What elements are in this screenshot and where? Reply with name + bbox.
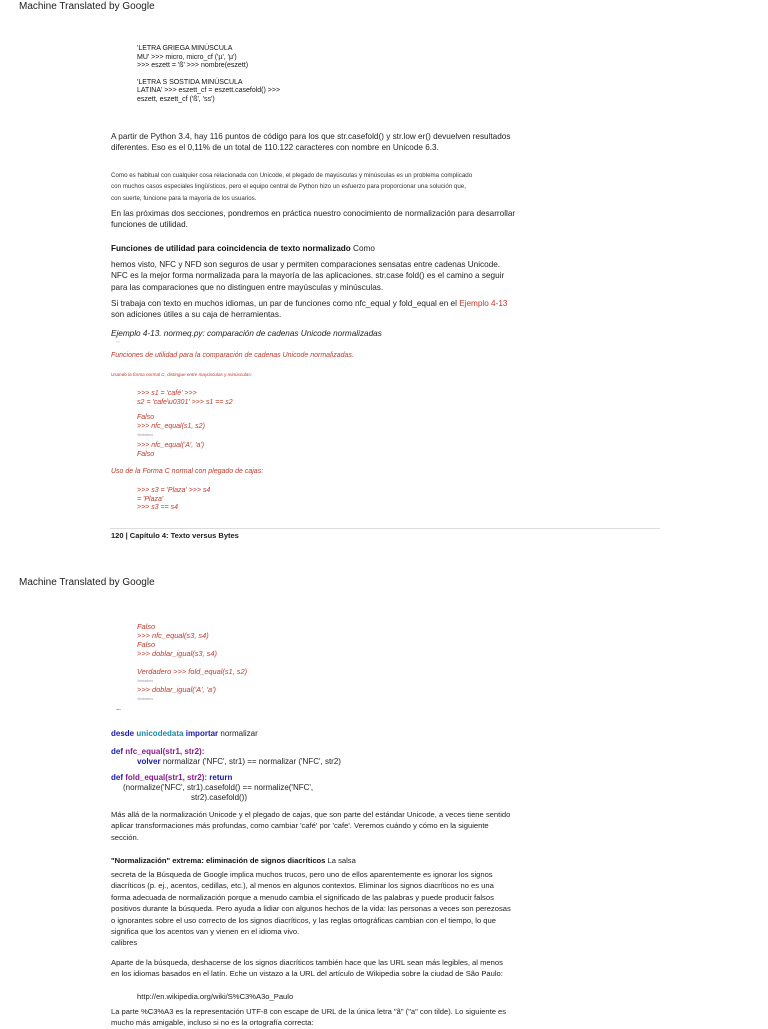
text-line: son adiciones útiles a su caja de herramientas. <box>111 310 282 320</box>
paragraph <box>111 1006 506 1029</box>
text-line: Más allá de la normalización Unicode y el plegado de cajas, que son parte del estándar Unicode, a veces tiene sentido <box>111 810 511 819</box>
docstring-line: Uso de la Forma C normal con plegado de cajas: <box>111 468 264 475</box>
text-line: calibres <box>111 938 138 948</box>
note-paragraph <box>111 170 472 204</box>
tiny-label: Verdadero <box>137 679 154 683</box>
text-line: Aparte de la búsqueda, deshacerse de los signos diacríticos también hace que las URL sean más legibles, al menos <box>111 958 503 967</box>
paragraph <box>111 809 510 843</box>
code-line: s2 = 'cafe\u0301' >>> s1 == s2 <box>137 398 233 406</box>
code-line: eszett, eszett_cf ('ß', 'ss') <box>137 95 215 103</box>
code-line: Falso <box>137 640 156 649</box>
text-line: significa que los acentos van y vienen en el idioma vivo. <box>111 927 300 937</box>
text-line: para las comparaciones que no distinguen entre mayúsculas y minúsculas. <box>111 282 384 292</box>
code-line: >>> nfc_equal('A', 'a') <box>137 442 205 449</box>
section-heading-line <box>111 855 356 866</box>
text-line: funciones de utilidad. <box>111 220 188 230</box>
keyword: def <box>111 747 123 756</box>
text-line: sección. <box>111 832 139 842</box>
section-heading: "Normalización" extrema: eliminación de signos diacríticos <box>111 856 326 865</box>
doctest-block <box>137 390 233 407</box>
code-line: MU' >>> micro, micro_cf ('µ', 'μ') <box>137 53 237 61</box>
paragraph <box>111 957 503 980</box>
code-line: Falso <box>137 622 156 631</box>
function-def <box>111 773 313 803</box>
function-name: fold_equal(str1, str2): <box>125 773 208 782</box>
text-line: diacríticos (p. ej., acentos, cedillas, etc.), al menos en algunos contextos. Eliminar los signos diacríticos no es una <box>111 881 494 891</box>
section-heading: Funciones de utilidad para coincidencia de texto normalizado <box>111 244 351 253</box>
text-line: mucho más amigable, incluso si no es la ortografía correcta: <box>111 1018 314 1028</box>
code-line: >>> eszett = 'ß' >>> nombre(eszett) <box>137 62 249 70</box>
text-line: secreta de la Búsqueda de Google implica muchos trucos, pero uno de ellos aparentemente es ignorar los signos <box>111 870 493 879</box>
function-def <box>111 747 341 767</box>
code-line: >>> nfc_equal(s1, s2) <box>137 422 205 430</box>
paragraph <box>111 208 515 231</box>
page-footer: 120 | Capítulo 4: Texto versus Bytes <box>111 531 239 540</box>
paragraph <box>111 259 504 293</box>
text-line: Como es habitual con cualquier cosa relacionada con Unicode, el plegado de mayúsculas y minúsculas es un problema complicado <box>111 172 473 179</box>
example-link[interactable]: Ejemplo 4-13 <box>459 299 508 308</box>
docstring-title: Funciones de utilidad para la comparación de cadenas Unicode normalizadas. <box>111 352 354 359</box>
doctest-block <box>137 487 210 513</box>
doctest-line: >>> doblar_igual('A', 'a') <box>137 685 216 694</box>
section-heading-line <box>111 243 375 254</box>
paragraph <box>111 131 510 154</box>
code-line: >>> s3 = 'Plaza' >>> s4 <box>137 487 211 494</box>
code-line: Falso <box>137 450 155 458</box>
text-line: con suerte, funcione para la mayoría de los usuarios. <box>111 194 257 202</box>
code-line: = 'Plaza' <box>137 495 164 503</box>
triple-quote: """ <box>116 708 121 713</box>
text-line: o ignorantes sobre el uso correcto de los signos diacríticos, y las reglas ortográficas cambian con el tiempo, lo que <box>111 915 496 925</box>
footer-divider <box>110 528 660 529</box>
triple-quote: """ <box>116 341 120 345</box>
docstring-subtitle: Usando la forma normal C, distingue entre mayúsculas y minúsculas: <box>111 372 252 377</box>
paragraph <box>111 298 507 321</box>
doctest-block <box>137 414 205 431</box>
code-block-top <box>137 45 280 105</box>
keyword: desde <box>111 729 135 738</box>
text-line: En las próximas dos secciones, pondremos en práctica nuestro conocimiento de normalización para desarrollar <box>111 209 516 218</box>
text-line: NFC es la mejor forma normalizada para la mayoría de las aplicaciones. str.case fold() es el camino a seguir <box>111 271 505 281</box>
text-line: aplicar transformaciones más profundas, como cambiar 'café' por 'cafe'. Veremos cuándo y cómo en la siguiente <box>111 821 489 831</box>
keyword: volver <box>137 757 161 766</box>
module-name: unicodedata <box>136 729 184 738</box>
code-line: >>> s1 = 'café' >>> <box>137 390 197 397</box>
keyword: importar <box>185 729 219 738</box>
doctest-block <box>137 622 217 658</box>
code-text: str2).casefold()) <box>191 793 248 802</box>
function-name: nfc_equal(str1, str2): <box>125 747 205 756</box>
page-header: Machine Translated by Google <box>19 1 155 12</box>
code-line: >>> doblar_igual(s3, s4) <box>137 649 217 658</box>
heading-tail: Como <box>353 244 375 253</box>
text-line: con muchos casos especiales lingüísticos, pero el equipo central de Python hizo un esfuerzo para proporcionar una solución que, <box>111 183 466 191</box>
url-text: http://en.wikipedia.org/wiki/S%C3%A3o_Paulo <box>137 992 294 1001</box>
text-line: positivos durante la búsqueda. Pero ayuda a lidiar con algunos hechos de la vida: las personas a veces son perezosas <box>111 904 511 914</box>
doctest-block <box>137 442 204 459</box>
code-line: >>> s3 == s4 <box>137 504 179 512</box>
text-line: en los idiomas basados en el latín. Eche un vistazo a la URL del artículo de Wikipedia sobre la ciudad de São Paulo: <box>111 969 503 979</box>
text-line: diferentes. Eso es el 0,11% de un total de 110.122 caracteres con nombre en Unicode 6.3. <box>111 143 439 153</box>
tiny-label: Verdadero <box>137 697 154 701</box>
code-text: (normalize('NFC', str1).casefold() == normalize('NFC', <box>123 783 314 792</box>
paragraph <box>111 869 511 949</box>
heading-tail: La salsa <box>327 856 356 865</box>
text-line: hemos visto, NFC y NFD son seguros de usar y permiten comparaciones sensatas entre cadenas Unicode. <box>111 260 501 269</box>
code-line: 'LETRA GRIEGA MINÚSCULA <box>137 45 233 52</box>
text-line: La parte %C3%A3 es la representación UTF-8 con escape de URL de la única letra "ã" ("a" con tilde). Lo siguiente es <box>111 1007 507 1016</box>
code-line: LATINA' >>> eszett_cf = eszett.casefold() >>> <box>137 87 281 95</box>
code-line: 'LETRA S SOSTIDA MINÚSCULA <box>137 78 243 86</box>
import-line <box>111 729 258 739</box>
code-line: Falso <box>137 414 155 421</box>
example-title: Ejemplo 4-13. normeq.py: comparación de cadenas Unicode normalizadas <box>111 329 382 338</box>
page-header: Machine Translated by Google <box>19 577 155 588</box>
text-line: A partir de Python 3.4, hay 116 puntos de código para los que str.casefold() y str.low er() devuelven resultados <box>111 132 511 141</box>
code-line: >>> nfc_equal(s3, s4) <box>137 631 209 640</box>
tiny-label: Verdadero <box>137 433 154 437</box>
text-line: forma adecuada de normalización porque a menudo cambia el significado de las palabras y puede producir falsos <box>111 892 494 902</box>
code-text: normalizar ('NFC', str1) == normalizar ('NFC', str2) <box>162 757 341 766</box>
doctest-line: Verdadero >>> fold_equal(s1, s2) <box>137 667 248 676</box>
keyword: return <box>209 773 233 782</box>
text-line: Si trabaja con texto en muchos idiomas, un par de funciones como nfc_equal y fold_equal en el <box>111 299 457 308</box>
keyword: def <box>111 773 123 782</box>
identifier: normalizar <box>220 729 258 738</box>
